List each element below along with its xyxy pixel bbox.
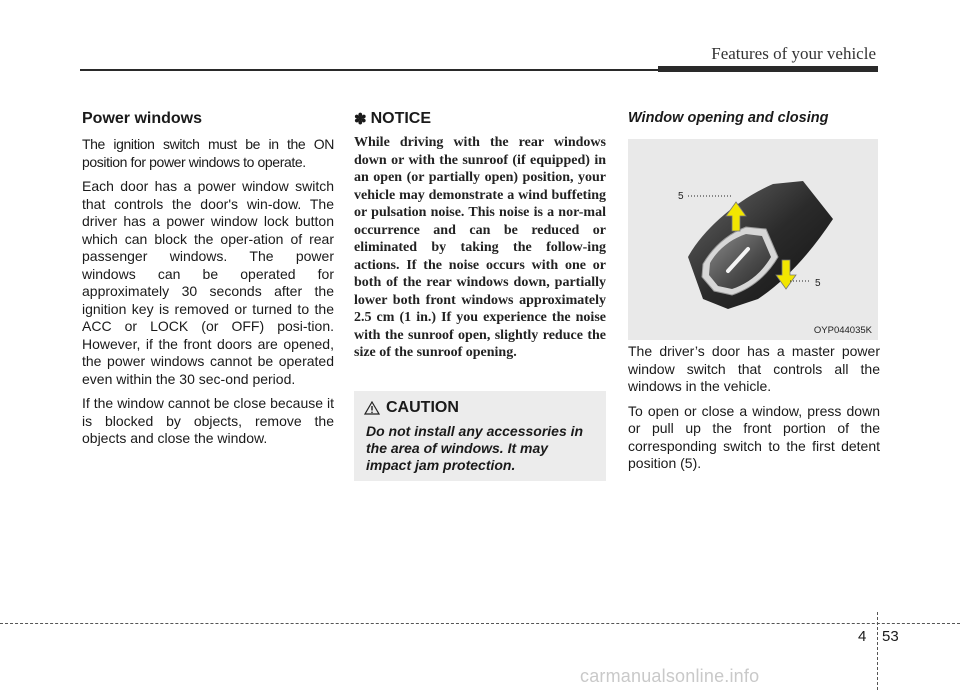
figure-code: OYP044035K (813, 325, 872, 336)
paragraph-door-switch: Each door has a power window switch that controls the door's win-dow. The driver has a power window lock button which can block the oper-ation of rear passenger windows. The power windows can be operated for approximately 30 seconds after the ignition key is removed or turned to the ACC or LOCK (or OFF) posi-tion. However, if the front doors are opened, the power windows cannot be operated even within the 30 sec-ond period. (82, 178, 334, 387)
header-rule (80, 69, 658, 71)
paragraph-blocked-window: If the window cannot be close because it is blocked by objects, remove the objects and close the window. (82, 395, 334, 446)
paragraph-master-switch: The driver’s door has a master power window switch that controls all the windows in the vehicle. (628, 343, 880, 394)
running-header: Features of your vehicle (711, 44, 876, 63)
header-bar (658, 66, 878, 72)
watermark: carmanualsonline.info (580, 666, 760, 686)
caution-body: Do not install any accessories in the area of windows. It may impact jam protection. (366, 423, 584, 473)
caution-title: CAUTION (386, 399, 459, 416)
column-window-text (628, 343, 880, 480)
notice-title: NOTICE (370, 110, 432, 127)
notice-star-icon: ✽ (354, 111, 367, 128)
paragraph-ignition: The ignition switch must be in the ON position for power windows to operate. (82, 136, 334, 170)
column-power-windows (82, 110, 334, 455)
footer-divider (877, 612, 878, 690)
subheading-window-opening: Window opening and closing (628, 110, 829, 126)
paragraph-open-close: To open or close a window, press down or pull up the front portion of the corresponding switch to the first detent position (5). (628, 402, 880, 471)
section-heading: Power windows (82, 110, 203, 127)
window-switch-illustration (628, 139, 878, 340)
callout-label-top: 5 (678, 191, 684, 202)
caution-heading (364, 399, 459, 417)
callout-label-bottom: 5 (815, 278, 821, 289)
caution-box (354, 391, 606, 481)
chapter-number: 4 (858, 628, 867, 645)
window-switch-figure (628, 139, 878, 340)
notice-heading (354, 110, 606, 128)
page-number: 53 (882, 628, 899, 645)
warning-triangle-icon (364, 401, 380, 415)
footer-rule (0, 623, 960, 624)
column-window-operation (628, 110, 880, 138)
notice-body: While driving with the rear windows down or with the sunroof (if equipped) in an open (or partially open) position, your vehicle may demonstrate a wind buffeting or pulsation noise. This noise is a nor-mal occurrence and can be reduced or eliminated by taking the follow-ing actions. If the noise occurs with one or both of the rear windows down, partially lower both front windows approximately 2.5 cm (1 in.) If you experience the noise with the sunroof open, slightly reduce the size of the sunroof opening. (354, 135, 606, 360)
column-notice (354, 110, 606, 362)
